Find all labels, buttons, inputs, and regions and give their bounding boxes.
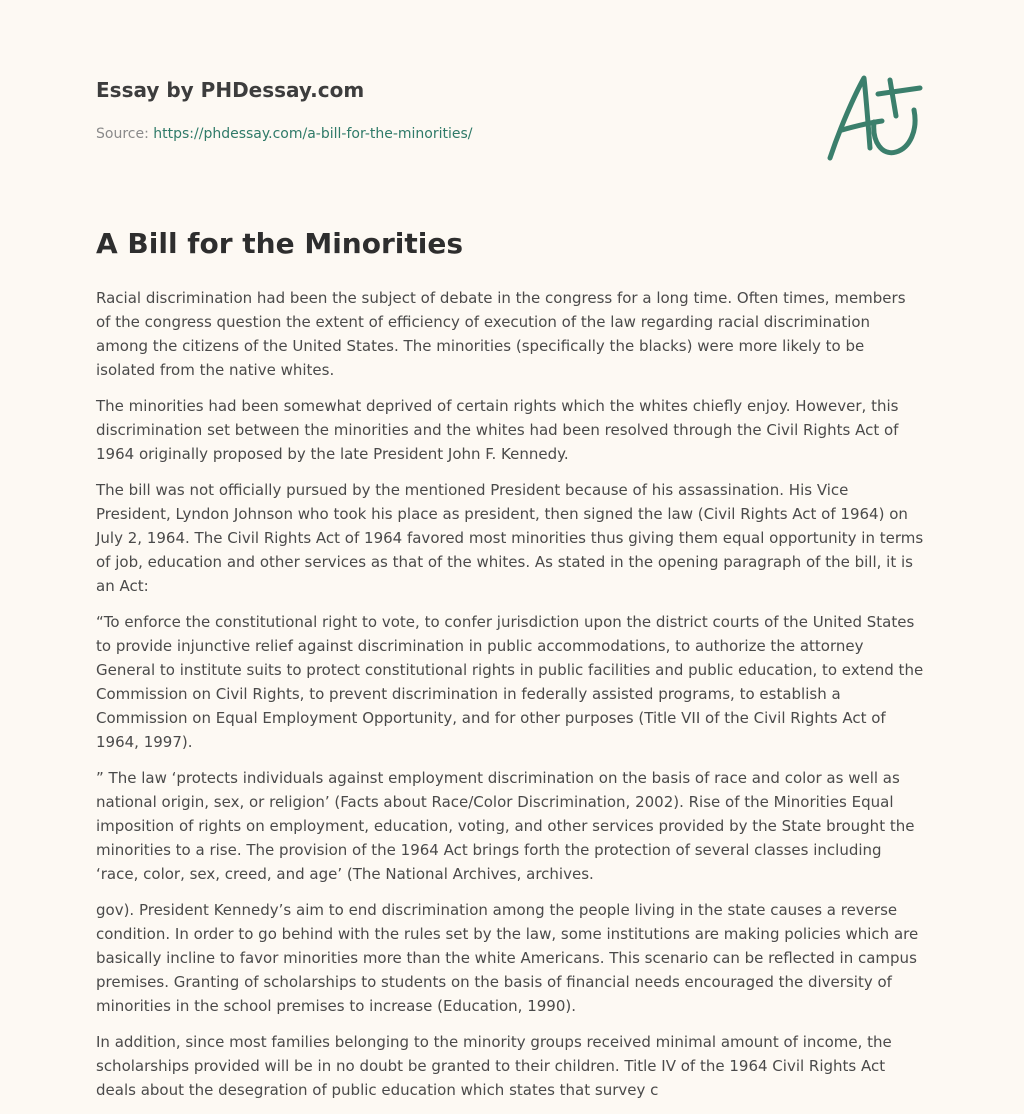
a-plus-logo-icon xyxy=(822,66,928,166)
source-line xyxy=(96,124,796,144)
essay-title: A Bill for the Minorities xyxy=(96,227,464,260)
essay-paragraph: The minorities had been somewhat deprived of certain rights which the whites chiefly enjoy. However, this discrimination set between the minorities and the whites had been resolved through the Civil Rights Act of 1964 originally proposed by the late President John F. Kennedy. xyxy=(96,397,899,463)
essay-paragraph: In addition, since most families belonging to the minority groups received minimal amount of income, the scholarships provided will be in no doubt be granted to their children. Title IV of the 1964 Civil Rights Act deals about the desegration of public education which states that survey c xyxy=(96,1033,892,1099)
source-label: Source: xyxy=(96,126,154,142)
essay-paragraph: The bill was not officially pursued by the mentioned President because of his assassination. His Vice President, Lyndon Johnson who took his place as president, then signed the law (Civil Rights Act of 1964) on July 2, 1964. The Civil Rights Act of 1964 favored most minorities thus giving them equal opportunity in terms of job, education and other services as that of the whites. As stated in the opening paragraph of the bill, it is an Act: xyxy=(96,481,924,595)
essay-paragraph: “To enforce the constitutional right to vote, to confer jurisdiction upon the district courts of the United States to provide injunctive relief against discrimination in public accommodations, to authorize the attorney General to institute suits to protect constitutional rights in public facilities and public education, to extend the Commission on Civil Rights, to prevent discrimination in federally assisted programs, to establish a Commission on Equal Employment Opportunity, and for other purposes (Title VII of the Civil Rights Act of 1964, 1997). xyxy=(96,613,924,751)
essay-paragraph: gov). President Kennedy’s aim to end discrimination among the people living in the state causes a reverse condition. In order to go behind with the rules set by the law, some institutions are making policies which are basically incline to favor minorities more than the white Americans. This scenario can be reflected in campus premises. Granting of scholarships to students on the basis of financial needs encouraged the diversity of minorities in the school premises to increase (Education, 1990). xyxy=(96,901,919,1015)
source-link[interactable]: https://phdessay.com/a-bill-for-the-minorities/ xyxy=(153,126,473,142)
essay-paragraph: Racial discrimination had been the subject of debate in the congress for a long time. Often times, members of the congress question the extent of efficiency of execution of the law regarding racial discrimination among the citizens of the United States. The minorities (specifically the blacks) were more likely to be isolated from the native whites. xyxy=(96,289,906,379)
site-title: Essay by PHDessay.com xyxy=(96,78,365,102)
essay-paragraph: ” The law ‘protects individuals against employment discrimination on the basis of race and color as well as national origin, sex, or religion’ (Facts about Race/Color Discrimination, 2002). Rise of the Minorities Equal imposition of rights on employment, education, voting, and other services provided by the State brought the minorities to a rise. The provision of the 1964 Act brings forth the protection of several classes including ‘race, color, sex, creed, and age’ (The National Archives, archives. xyxy=(96,769,915,883)
page-header xyxy=(96,76,796,144)
essay-article xyxy=(96,224,924,1114)
